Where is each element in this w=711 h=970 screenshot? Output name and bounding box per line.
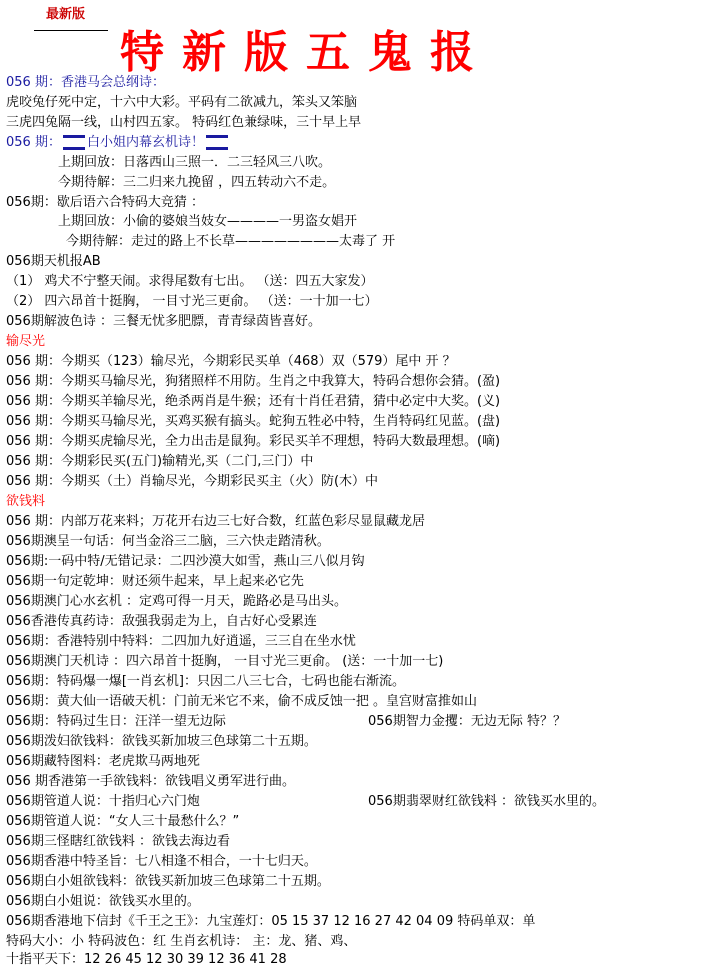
text-line: 056期香港地下信封《千王之王》：九宝莲灯：05 15 37 12 16 27 42 04 09 特码单双：单 [6,914,536,929]
badge-underline [34,30,108,31]
text-line: 056期泼妇欲钱料：欲钱买新加坡三色球第二十五期。 [6,734,317,749]
text-line: 上期回放：小偷的婆娘当妓女————一男盗女娼开 [58,214,358,229]
text-line: 056 期：今期买羊输尽光，绝杀两肖是牛猴；还有十肖任君猜，猜中必定中大奖。(义) [6,394,501,409]
text-line: 十指平天下：12 26 45 12 30 39 12 36 41 28 [6,952,287,967]
text-line: 上期回放：日落西山三照一．二三轻风三八吹。 [58,155,332,170]
double-bar-icon [63,135,85,150]
text-line: 056期:一码中特/无错记录：二四沙漠大如雪，燕山三八似月钩 [6,554,365,569]
heading-text: 白小姐内幕玄机诗！ [86,135,204,150]
text-line: 虎咬兔仔死中定，十六中大彩。平码有二欲减九，笨头又笨脑 [6,95,358,110]
heading-line [6,133,230,153]
text-line: 056期澳呈一句话：何当金浴三二脑，三六快走踏清秋。 [6,534,330,549]
text-line: 056期白小姐欲钱料：欲钱买新加坡三色球第二十五期。 [6,874,330,889]
issue-label: 056 期： [6,135,61,150]
text-line: 056 期：香港马会总纲诗： [6,75,165,90]
text-line: 056期：黄大仙一语破天机：门前无米它不来，偷不成反蚀一把 。皇宫财富推如山 [6,694,477,709]
text-line: 056 期：今期买（123）输尽光，今期彩民买单（468）双（579）尾中 开 ？ [6,354,456,369]
text-line: 056香港传真药诗：敌强我弱走为上，自古好心受累连 [6,614,317,629]
page-title: 特新版五鬼报 [120,27,492,78]
text-line: 056期三怪瞎红欲钱料 ：欲钱去海边看 [6,834,230,849]
text-line: 056期澳门天机诗 ：四六昂首十挺胸， 一目寸光三更俞。 (送：一十加一七) [6,654,444,669]
text-line: 056 期：内部万花来料；万花开右边三七好合数，红蓝色彩尽显鼠藏龙居 [6,514,425,529]
text-line: 056期香港中特圣旨：七八相逢不相合，一十七归天。 [6,854,317,869]
text-line: 056 期：今期买（土）肖输尽光，今期彩民买主（火）防(木）中 [6,474,379,489]
text-line: 056期藏特图料：老虎欺马两地死 [6,754,200,769]
text-line: 三虎四兔隔一线，山村四五家。 特码红色兼绿味，三十早上早 [6,115,362,130]
text-line: 056期：香港特别中特料：二四加九好逍遥，三三自在坐水忧 [6,634,356,649]
text-line: 056期：特码过生日：汪洋一望无边际 [6,714,226,729]
text-line: 056期澳门心水玄机 ：定鸡可得一月天，跪路必是马出头。 [6,594,347,609]
section-heading: 欲钱料 [6,494,46,509]
text-line: 056期管道人说：“女人三十最愁什么？” [6,814,240,829]
text-line: 056期白小姐说：欲钱买水里的。 [6,894,200,909]
text-line: 今期待解：走过的路上不长草————————太毒了 开 [66,234,396,249]
text-line: 056期翡翠财红欲钱料 ：欲钱买水里的。 [368,794,605,809]
text-line: 056期智力金攫：无边无际 特？？ [368,714,566,729]
text-line: 056 期：今期买马输尽光，狗猪照样不用防。生肖之中我算大，特码合想你会猜。(盈) [6,374,501,389]
text-line: 今期待解：三二归来九挽留 ，四五转动六不走。 [58,175,336,190]
text-line: 056 期：今期买马输尽光，买鸡买猴有搞头。蛇狗五牲必中特，生肖特码红见蓝。(盘) [6,414,501,429]
double-bar-icon [206,135,228,150]
text-line: 056期天机报AB [6,254,101,269]
text-line: 056期：特码爆一爆[一肖玄机]：只因二八三七合，七码也能右渐流。 [6,674,405,689]
text-line: 056 期香港第一手欲钱料：欲钱唱义勇军进行曲。 [6,774,295,789]
text-line: 056期：歇后语六合特码大竞猜 ： [6,195,204,210]
text-line: 056 期：今期买虎输尽光，全力出击是鼠狗。彩民买羊不理想，特码大数最理想。(嘀) [6,434,501,449]
text-line: （2） 四六昂首十挺胸， 一目寸光三更俞。 （送：一十加一七） [6,294,378,309]
section-heading: 输尽光 [6,334,46,349]
text-line: （1） 鸡犬不宁整天闹。求得尾数有七出。 （送：四五大家发） [6,274,374,289]
text-line: 056期一句定乾坤：财还须牛起来，早上起来必它先 [6,574,304,589]
text-line: 056期解波色诗 ：三餐无忧多肥膘，青青绿茵皆喜好。 [6,314,321,329]
text-line: 056 期：今期彩民买(五门)输精光,买（二门,三门）中 [6,454,314,469]
edition-badge: 最新版 [46,7,86,22]
text-line: 特码大小：小 特码波色：红 生肖玄机诗： 主：龙、猪、鸡、 [6,934,357,949]
text-line: 056期管道人说：十指归心六门炮 [6,794,200,809]
